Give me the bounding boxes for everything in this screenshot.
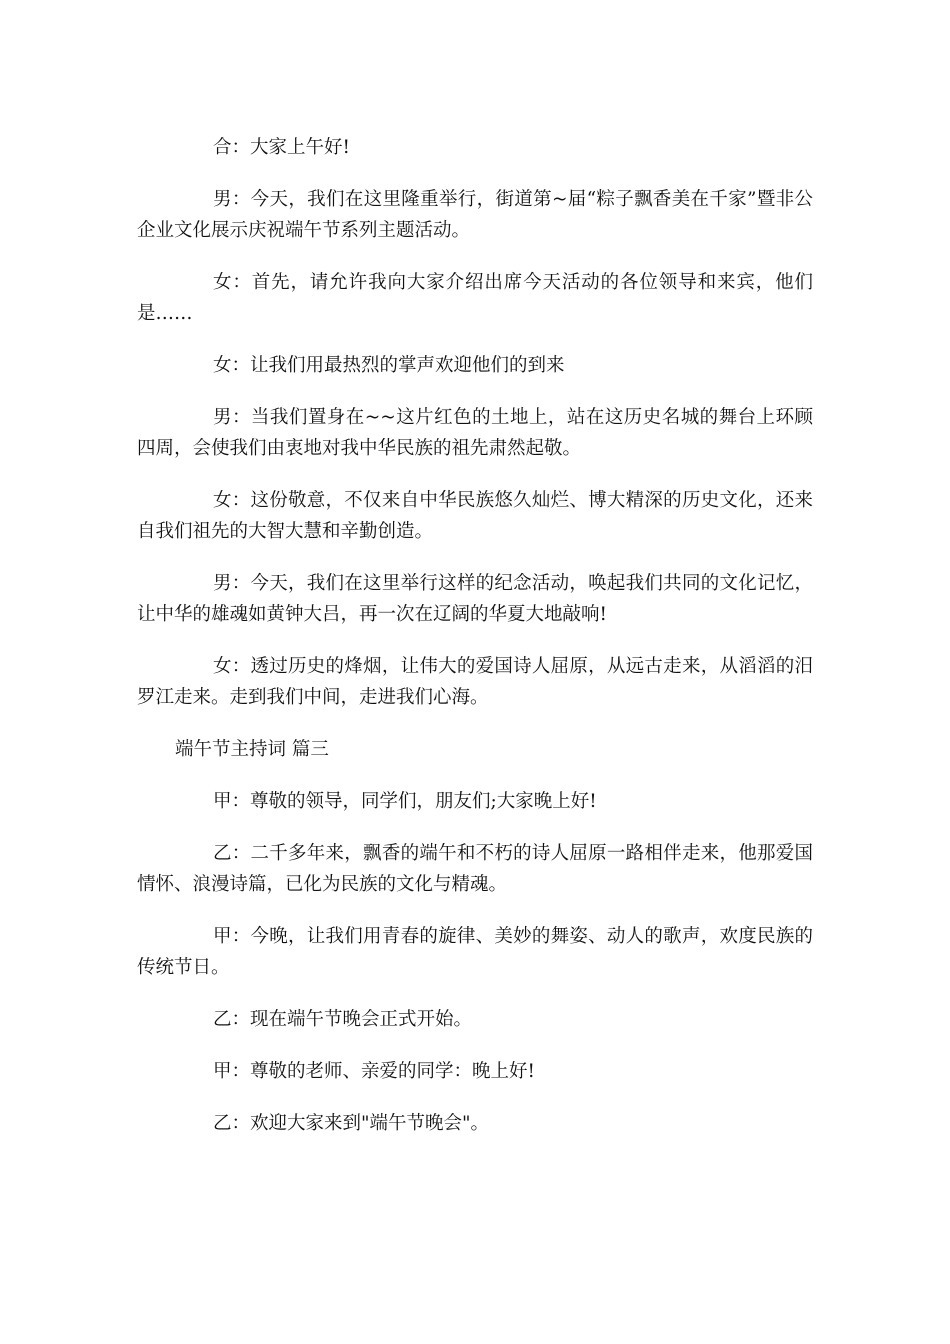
paragraph-3: 女：首先，请允许我向大家介绍出席今天活动的各位领导和来宾，他们是…… xyxy=(137,272,813,324)
paragraph-1: 合：大家上午好! xyxy=(213,137,350,158)
paragraph-10: 乙：二千多年来，飘香的端午和不朽的诗人屈原一路相伴走来，他那爱国情怀、浪漫诗篇，已化为民族的文化与精魂。 xyxy=(137,843,813,895)
paragraph-8: 女：透过历史的烽烟，让伟大的爱国诗人屈原，从远古走来，从滔滔的汨罗江走来。走到我们中间，走进我们心海。 xyxy=(137,656,813,708)
paragraph-2: 男：今天，我们在这里隆重举行，街道第~届“粽子飘香美在千家”暨非公企业文化展示庆祝端午节系列主题活动。 xyxy=(137,189,813,241)
paragraph-7: 男：今天，我们在这里举行这样的纪念活动，唤起我们共同的文化记忆，让中华的雄魂如黄钟大吕，再一次在辽阔的华夏大地敲响! xyxy=(137,573,813,625)
section-heading: 端午节主持词 篇三 xyxy=(175,739,329,760)
paragraph-5: 男：当我们置身在~~这片红色的土地上，站在这历史名城的舞台上环顾四周，会使我们由衷地对我中华民族的祖先肃然起敬。 xyxy=(137,407,813,459)
paragraph-6: 女：这份敬意，不仅来自中华民族悠久灿烂、博大精深的历史文化，还来自我们祖先的大智大慧和辛勤创造。 xyxy=(137,490,813,542)
paragraph-11: 甲：今晚，让我们用青春的旋律、美妙的舞姿、动人的歌声，欢度民族的传统节日。 xyxy=(137,926,813,978)
paragraph-13: 甲：尊敬的老师、亲爱的同学：晚上好! xyxy=(213,1061,535,1082)
paragraph-4: 女：让我们用最热烈的掌声欢迎他们的到来 xyxy=(213,355,565,376)
paragraph-12: 乙：现在端午节晚会正式开始。 xyxy=(213,1009,473,1030)
paragraph-14: 乙：欢迎大家来到"端午节晚会"。 xyxy=(213,1113,490,1134)
document-body xyxy=(137,132,813,1160)
paragraph-9: 甲：尊敬的领导，同学们，朋友们;大家晚上好! xyxy=(213,791,597,812)
